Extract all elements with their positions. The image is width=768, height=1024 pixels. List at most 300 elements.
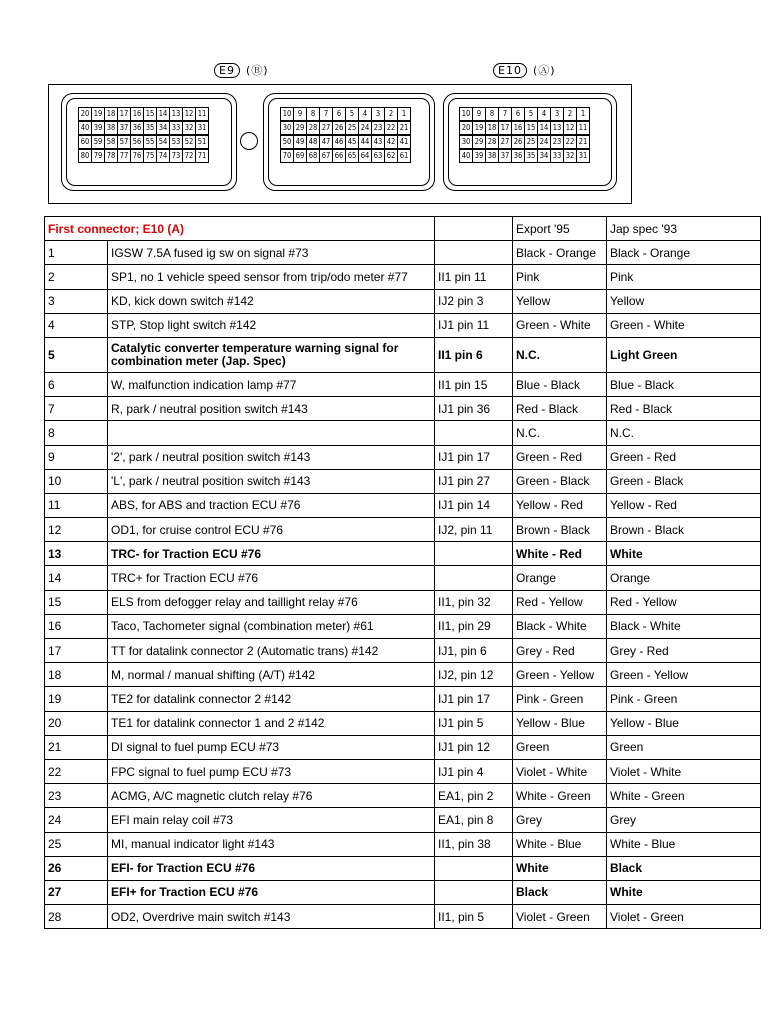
export-95-color: Brown - Black [513,518,607,542]
pin-reference [435,856,513,880]
connector-pin: 30 [280,121,294,135]
pin-number: 6 [45,372,108,396]
jap-93-color: White - Blue [607,832,761,856]
connector-pin: 14 [156,107,170,121]
jap-93-color: Green - Black [607,469,761,493]
export-95-color: N.C. [513,337,607,372]
pin-number: 27 [45,880,108,904]
connector-pin: 7 [498,107,512,121]
pin-reference [435,542,513,566]
table-row [45,832,761,856]
connector-pin: 23 [371,121,385,135]
export-95-color: Black - Orange [513,241,607,265]
connector-pin: 1 [397,107,411,121]
pin-number: 8 [45,421,108,445]
table-row [45,337,761,372]
jap-93-color: Yellow - Blue [607,711,761,735]
table-row [45,639,761,663]
connector-pin: 44 [358,135,372,149]
e10-code: E10 [493,63,527,78]
connector-pin: 62 [384,149,398,163]
jap-93-color: Violet - Green [607,905,761,929]
pin-reference: II1 pin 11 [435,265,513,289]
pin-reference: II1, pin 32 [435,590,513,614]
connector-pin: 22 [384,121,398,135]
jap-93-color: White - Green [607,784,761,808]
pin-description: IGSW 7.5A fused ig sw on signal #73 [108,241,435,265]
connector-pin: 57 [117,135,131,149]
connector-pin: 46 [332,135,346,149]
connector-pin: 2 [563,107,577,121]
connector-pin: 69 [293,149,307,163]
connector-title: First connector; E10 (A) [45,217,435,241]
jap-93-color: Black - White [607,614,761,638]
header-ref [435,217,513,241]
pin-row [79,149,209,163]
pin-row [79,135,209,149]
jap-93-color: Green - Yellow [607,663,761,687]
jap-93-color: Green - Red [607,445,761,469]
pin-reference: II1, pin 29 [435,614,513,638]
connector-pin: 36 [511,149,525,163]
connector-pin: 39 [91,121,105,135]
pin-description: W, malfunction indication lamp #77 [108,372,435,396]
connector-pin: 31 [576,149,590,163]
connector-pin: 8 [306,107,320,121]
connector-pin: 19 [91,107,105,121]
e9-code: E9 [214,63,240,78]
connector-pin: 43 [371,135,385,149]
connector-pin: 61 [397,149,411,163]
pin-number: 1 [45,241,108,265]
connector-pin: 21 [397,121,411,135]
connector-pin: 6 [332,107,346,121]
connector-pin: 15 [143,107,157,121]
header-jap: Jap spec '93 [607,217,761,241]
connector-pin: 5 [345,107,359,121]
connector-pin: 65 [345,149,359,163]
pin-number: 18 [45,663,108,687]
pin-description: ACMG, A/C magnetic clutch relay #76 [108,784,435,808]
pin-number: 2 [45,265,108,289]
connector-pin: 9 [472,107,486,121]
connector-pin: 2 [384,107,398,121]
connector-pin: 17 [498,121,512,135]
pin-number: 22 [45,759,108,783]
export-95-color: Red - Yellow [513,590,607,614]
pin-description: TRC+ for Traction ECU #76 [108,566,435,590]
pinout-table [44,216,761,929]
export-95-color: Yellow - Blue [513,711,607,735]
connector-pin: 48 [306,135,320,149]
jap-93-color: White [607,880,761,904]
export-95-color: Black - White [513,614,607,638]
table-row [45,711,761,735]
pin-description: Taco, Tachometer signal (combination meter) #61 [108,614,435,638]
export-95-color: White - Green [513,784,607,808]
connector-pin: 32 [182,121,196,135]
export-95-color: Pink - Green [513,687,607,711]
pin-description: FPC signal to fuel pump ECU #73 [108,759,435,783]
connector-pin: 74 [156,149,170,163]
pin-description: SP1, no 1 vehicle speed sensor from trip/odo meter #77 [108,265,435,289]
export-95-color: Orange [513,566,607,590]
connector-pin: 47 [319,135,333,149]
jap-93-color: Pink [607,265,761,289]
connector-pin: 10 [280,107,294,121]
pin-description: OD1, for cruise control ECU #76 [108,518,435,542]
connector-pin: 38 [485,149,499,163]
jap-93-color: N.C. [607,421,761,445]
pin-reference: IJ1 pin 17 [435,445,513,469]
pin-number: 10 [45,469,108,493]
table-row [45,542,761,566]
connector-pin: 80 [78,149,92,163]
pin-number: 26 [45,856,108,880]
connector-pin: 58 [104,135,118,149]
connector-pin: 73 [169,149,183,163]
pin-number: 17 [45,639,108,663]
export-95-color: Green - Yellow [513,663,607,687]
pin-row [79,121,209,135]
table-row [45,397,761,421]
export-95-color: Yellow [513,289,607,313]
header-export: Export '95 [513,217,607,241]
connector-pin: 53 [169,135,183,149]
pin-row [281,149,411,163]
connector-pin: 1 [576,107,590,121]
export-95-color: Violet - Green [513,905,607,929]
connector-pin: 41 [397,135,411,149]
e9-sub: (Ⓑ) [245,64,269,77]
pin-description: TE2 for datalink connector 2 #142 [108,687,435,711]
pin-number: 11 [45,493,108,517]
table-row [45,372,761,396]
connector-pin: 75 [143,149,157,163]
table-row [45,905,761,929]
pin-description: ELS from defogger relay and taillight relay #76 [108,590,435,614]
table-row [45,289,761,313]
pin-reference: IJ1 pin 27 [435,469,513,493]
table-header-row [45,217,761,241]
pin-reference: IJ1 pin 17 [435,687,513,711]
connector-pin: 35 [524,149,538,163]
pin-number: 13 [45,542,108,566]
connector-pin: 76 [130,149,144,163]
connector-pin: 70 [280,149,294,163]
connector-pin: 13 [550,121,564,135]
connector-pin: 33 [169,121,183,135]
export-95-color: Red - Black [513,397,607,421]
connector-pin: 27 [319,121,333,135]
pin-reference: IJ2, pin 12 [435,663,513,687]
export-95-color: Green - Black [513,469,607,493]
connector-pin: 55 [143,135,157,149]
connector-pin: 64 [358,149,372,163]
pin-row [281,107,411,121]
connector-pin: 29 [293,121,307,135]
pin-description: ABS, for ABS and traction ECU #76 [108,493,435,517]
connector-pin: 36 [130,121,144,135]
pin-description [108,421,435,445]
pin-description: EFI main relay coil #73 [108,808,435,832]
pin-number: 5 [45,337,108,372]
jap-93-color: Grey [607,808,761,832]
table-row [45,735,761,759]
pin-reference: II1, pin 38 [435,832,513,856]
connector-pin: 63 [371,149,385,163]
pin-description: M, normal / manual shifting (A/T) #142 [108,663,435,687]
connector-pin: 20 [78,107,92,121]
connector-pin: 49 [293,135,307,149]
connector-pin: 12 [182,107,196,121]
connector-pin: 34 [156,121,170,135]
pin-number: 3 [45,289,108,313]
connector-pin: 56 [130,135,144,149]
export-95-color: White - Blue [513,832,607,856]
e9-connector-label [214,62,269,78]
pin-number: 9 [45,445,108,469]
table-row [45,265,761,289]
jap-93-color: Brown - Black [607,518,761,542]
connector-pin: 3 [550,107,564,121]
connector-pin: 16 [511,121,525,135]
jap-93-color: Orange [607,566,761,590]
pin-description: TT for datalink connector 2 (Automatic trans) #142 [108,639,435,663]
jap-93-color: Grey - Red [607,639,761,663]
connector-pin: 16 [130,107,144,121]
jap-93-color: Black [607,856,761,880]
connector-pin: 52 [182,135,196,149]
connector-pin: 10 [459,107,473,121]
export-95-color: Blue - Black [513,372,607,396]
export-95-color: Grey [513,808,607,832]
pin-description: '2', park / neutral position switch #143 [108,445,435,469]
pin-number: 23 [45,784,108,808]
jap-93-color: Red - Black [607,397,761,421]
jap-93-color: White [607,542,761,566]
pin-reference [435,241,513,265]
pin-description: KD, kick down switch #142 [108,289,435,313]
export-95-color: Black [513,880,607,904]
table-row [45,614,761,638]
jap-93-color: Green - White [607,313,761,337]
pin-row [79,107,209,121]
table-row [45,445,761,469]
export-95-color: White [513,856,607,880]
connector-pin: 11 [576,121,590,135]
connector-pin: 4 [358,107,372,121]
pin-row [460,149,590,163]
table-row [45,687,761,711]
pin-number: 16 [45,614,108,638]
connector-pin: 71 [195,149,209,163]
connector-pin: 67 [319,149,333,163]
table-row [45,808,761,832]
table-row [45,469,761,493]
connector-pin: 34 [537,149,551,163]
mounting-hole [240,132,258,150]
connector-pin: 51 [195,135,209,149]
pin-number: 20 [45,711,108,735]
table-row [45,421,761,445]
connector-pin: 23 [550,135,564,149]
pin-description: EFI- for Traction ECU #76 [108,856,435,880]
pin-number: 15 [45,590,108,614]
connector-pin: 13 [169,107,183,121]
pin-reference: IJ1 pin 12 [435,735,513,759]
connector-pin: 40 [459,149,473,163]
table-row [45,856,761,880]
connector-pin: 7 [319,107,333,121]
table-row [45,590,761,614]
connector-pin: 32 [563,149,577,163]
connector-pin: 50 [280,135,294,149]
connector-pin: 20 [459,121,473,135]
connector-pin: 9 [293,107,307,121]
pin-row [460,135,590,149]
jap-93-color: Yellow [607,289,761,313]
pin-reference: IJ2 pin 3 [435,289,513,313]
jap-93-color: Red - Yellow [607,590,761,614]
connector-pin: 22 [563,135,577,149]
pin-reference [435,566,513,590]
connector-pin: 25 [345,121,359,135]
export-95-color: Violet - White [513,759,607,783]
pin-reference: IJ1, pin 6 [435,639,513,663]
pin-row [460,107,590,121]
export-95-color: N.C. [513,421,607,445]
jap-93-color: Light Green [607,337,761,372]
export-95-color: Green - White [513,313,607,337]
connector-pin: 3 [371,107,385,121]
table-row [45,493,761,517]
table-row [45,784,761,808]
pin-description: DI signal to fuel pump ECU #73 [108,735,435,759]
table-row [45,663,761,687]
jap-93-color: Black - Orange [607,241,761,265]
table-row [45,759,761,783]
export-95-color: Yellow - Red [513,493,607,517]
pin-reference: EA1, pin 8 [435,808,513,832]
pin-row [281,121,411,135]
pin-reference: IJ1 pin 4 [435,759,513,783]
connector-pin: 18 [485,121,499,135]
connector-pin: 30 [459,135,473,149]
pin-number: 4 [45,313,108,337]
pin-number: 7 [45,397,108,421]
connector-pin: 66 [332,149,346,163]
connector-pin: 25 [524,135,538,149]
connector-pin: 18 [104,107,118,121]
export-95-color: Green - Red [513,445,607,469]
pin-number: 19 [45,687,108,711]
e10-connector-label [493,62,556,78]
pin-reference: IJ1 pin 14 [435,493,513,517]
table-row [45,880,761,904]
connector-pin: 27 [498,135,512,149]
connector-pin: 21 [576,135,590,149]
connector-pin: 77 [117,149,131,163]
pin-description: Catalytic converter temperature warning signal for combination meter (Jap. Spec) [108,337,435,372]
ecu-connector-housing [48,84,632,204]
connector-pin: 4 [537,107,551,121]
connector-pin: 68 [306,149,320,163]
pin-reference: IJ1 pin 11 [435,313,513,337]
pin-reference: II1 pin 6 [435,337,513,372]
connector-pin: 26 [332,121,346,135]
pin-row [281,135,411,149]
connector-pin: 12 [563,121,577,135]
pin-description: MI, manual indicator light #143 [108,832,435,856]
connector-pin: 79 [91,149,105,163]
connector-pin: 28 [306,121,320,135]
connector-pin: 33 [550,149,564,163]
jap-93-color: Green [607,735,761,759]
jap-93-color: Pink - Green [607,687,761,711]
connector-pin: 28 [485,135,499,149]
table-row [45,313,761,337]
connector-pin: 14 [537,121,551,135]
export-95-color: White - Red [513,542,607,566]
pin-reference [435,421,513,445]
pin-description: EFI+ for Traction ECU #76 [108,880,435,904]
pin-reference: EA1, pin 2 [435,784,513,808]
pin-description: TRC- for Traction ECU #76 [108,542,435,566]
pin-description: R, park / neutral position switch #143 [108,397,435,421]
jap-93-color: Yellow - Red [607,493,761,517]
connector-diagram [0,0,768,210]
connector-pin: 78 [104,149,118,163]
connector-pin: 24 [358,121,372,135]
export-95-color: Pink [513,265,607,289]
e10-sub: (Ⓐ) [532,64,556,77]
connector-pin: 37 [498,149,512,163]
connector-pin: 72 [182,149,196,163]
pin-reference: II1, pin 5 [435,905,513,929]
connector-pin: 38 [104,121,118,135]
connector-pin: 8 [485,107,499,121]
jap-93-color: Violet - White [607,759,761,783]
pin-reference: IJ2, pin 11 [435,518,513,542]
connector-pin: 26 [511,135,525,149]
table-row [45,566,761,590]
connector-pin: 17 [117,107,131,121]
connector-pin: 60 [78,135,92,149]
connector-pin: 45 [345,135,359,149]
pin-reference: IJ1 pin 36 [435,397,513,421]
connector-pin: 37 [117,121,131,135]
connector-pin: 5 [524,107,538,121]
table-row [45,518,761,542]
connector-pin: 24 [537,135,551,149]
pin-number: 25 [45,832,108,856]
connector-pin: 35 [143,121,157,135]
connector-pin: 29 [472,135,486,149]
connector-pin: 19 [472,121,486,135]
pin-number: 21 [45,735,108,759]
connector-pin: 31 [195,121,209,135]
connector-pin: 42 [384,135,398,149]
pin-description: TE1 for datalink connector 1 and 2 #142 [108,711,435,735]
pin-number: 28 [45,905,108,929]
export-95-color: Grey - Red [513,639,607,663]
export-95-color: Green [513,735,607,759]
pin-number: 12 [45,518,108,542]
pin-description: STP, Stop light switch #142 [108,313,435,337]
connector-pin: 6 [511,107,525,121]
pin-number: 14 [45,566,108,590]
